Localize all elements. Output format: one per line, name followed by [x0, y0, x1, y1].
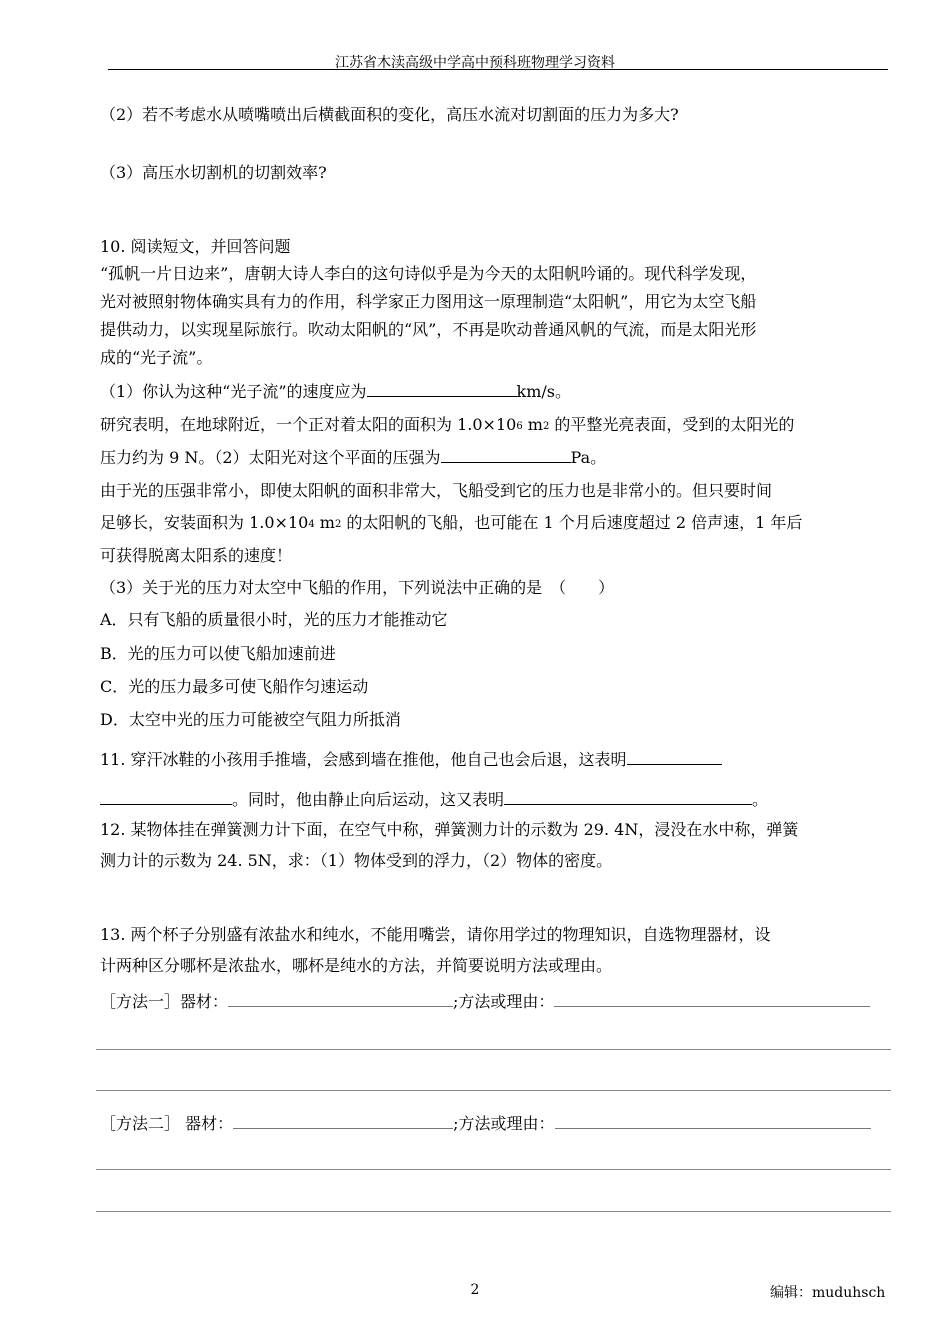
header-rule [108, 69, 888, 70]
q13-method2-answer-line-1[interactable] [96, 1169, 891, 1170]
q12-line2: 测力计的示数为 24. 5N，求：（1）物体受到的浮力，（2）物体的密度。 [100, 851, 613, 870]
q11-answer-blank-1[interactable] [627, 748, 722, 765]
q10-para2-exponent: 6 [516, 421, 523, 432]
q11-answer-blank-1-cont[interactable] [100, 788, 232, 805]
q10-option-b[interactable]: B．光的压力可以使飞船加速前进 [100, 644, 336, 663]
q10-q2-unit: Pa。 [570, 448, 607, 467]
q10-heading: 10. 阅读短文，并回答问题 [100, 237, 291, 256]
q10-para1-line2: 光对被照射物体确实具有力的作用，科学家正力图用这一原理制造“太阳帆”，用它为太空飞船 [100, 292, 757, 311]
q13-method1-row [100, 990, 870, 1013]
q10-q1-answer-blank[interactable] [367, 380, 517, 397]
q11-text-2: 。同时，他由静止向后运动，这又表明 [232, 790, 505, 809]
q13-method2-row [100, 1112, 871, 1135]
q10-para3-line3: 可获得脱离太阳系的速度！ [100, 546, 293, 565]
q10-para1-line1: “孤帆一片日边来”，唐朝大诗人李白的这句诗似乎是为今天的太阳帆吟诵的。现代科学发现， [100, 264, 757, 283]
q10-para1-line3: 提供动力，以实现星际旅行。吹动太阳帆的“风”，不再是吹动普通风帆的气流，而是太阳光形 [100, 320, 757, 339]
q13-method1-reason-label: ;方法或理由： [453, 992, 555, 1011]
q13-method2-label: ［方法二］ 器材： [100, 1114, 234, 1133]
q13-line1: 13. 两个杯子分别盛有浓盐水和纯水，不能用嘴尝，请你用学过的物理知识，自选物理器材，设 [100, 925, 771, 944]
q13-method1-label: ［方法一］器材： [100, 992, 229, 1011]
q10-para2-text-a: 研究表明，在地球附近，一个正对着太阳的面积为 1.0×10 [100, 415, 517, 434]
q13-method2-reason-blank[interactable] [555, 1112, 871, 1129]
page-header-title: 江苏省木渎高级中学高中预科班物理学习资料 [335, 55, 615, 71]
q11-line2 [100, 788, 768, 811]
q10-para2-unit: m [522, 415, 543, 434]
q13-method2-answer-line-2[interactable] [96, 1211, 891, 1212]
page-number: 2 [470, 1282, 480, 1298]
q11-line1 [100, 748, 722, 771]
q13-line2: 计两种区分哪杯是浓盐水，哪杯是纯水的方法，并简要说明方法或理由。 [100, 956, 613, 975]
q13-method1-answer-line-2[interactable] [96, 1090, 891, 1091]
q10-question1 [100, 380, 571, 403]
q12-line1: 12. 某物体挂在弹簧测力计下面，在空气中称，弹簧测力计的示数为 29. 4N，浸没在水中称，弹簧 [100, 820, 799, 839]
q13-method2-equipment-blank[interactable] [233, 1112, 453, 1129]
q11-text: 11. 穿汗冰鞋的小孩用手推墙，会感到墙在推他，他自己也会后退，这表明 [100, 750, 627, 769]
q10-para3-exponent: 4 [308, 519, 315, 530]
q10-option-a[interactable]: A．只有飞船的质量很小时，光的压力才能推动它 [100, 610, 448, 629]
q10-para3-unit: m [314, 513, 335, 532]
q13-method1-reason-blank[interactable] [554, 990, 870, 1007]
q10-para2-unit-square: 2 [542, 421, 550, 432]
q10-para3-line1: 由于光的压强非常小，即使太阳帆的面积非常大，飞船受到它的压力也是非常小的。但只要时间 [100, 481, 773, 500]
q9-part2: （2）若不考虑水从喷嘴喷出后横截面积的变化，高压水流对切割面的压力为多大? [100, 105, 679, 124]
q11-end-punct: 。 [752, 790, 769, 809]
q9-part3: （3）高压水切割机的切割效率? [100, 163, 327, 182]
q10-q2-text: 压力约为 9 N。（2）太阳光对这个平面的压强为 [100, 448, 441, 467]
q10-option-d[interactable]: D．太空中光的压力可能被空气阻力所抵消 [100, 710, 401, 729]
q13-method1-answer-line-1[interactable] [96, 1049, 891, 1050]
q10-para2-line1 [100, 414, 794, 439]
q10-option-c[interactable]: C．光的压力最多可使飞船作匀速运动 [100, 677, 369, 696]
q10-para3-line2 [100, 512, 802, 537]
q10-q2-answer-blank[interactable] [441, 446, 571, 463]
q10-para1-line4: 成的“光子流”。 [100, 348, 213, 367]
q10-q1-unit: km/s。 [516, 382, 572, 401]
q10-para2-line2 [100, 446, 606, 469]
q13-method2-reason-label: ;方法或理由： [453, 1114, 555, 1133]
q10-para2-text-c: 的平整光亮表面，受到的太阳光的 [549, 415, 795, 434]
q11-answer-blank-2[interactable] [504, 788, 752, 805]
editor-credit: 编辑：muduhsch [770, 1285, 886, 1301]
q13-method1-equipment-blank[interactable] [228, 990, 453, 1007]
q10-question3: （3）关于光的压力对太空中飞船的作用，下列说法中正确的是 （ ） [100, 578, 615, 597]
q10-para3-text-a: 足够长，安装面积为 1.0×10 [100, 513, 309, 532]
q10-para3-text-c: 的太阳帆的飞船，也可能在 1 个月后速度超过 2 倍声速，1 年后 [341, 513, 803, 532]
q10-q1-text: （1）你认为这种“光子流”的速度应为 [100, 382, 367, 401]
q10-para3-unit-square: 2 [334, 519, 342, 530]
